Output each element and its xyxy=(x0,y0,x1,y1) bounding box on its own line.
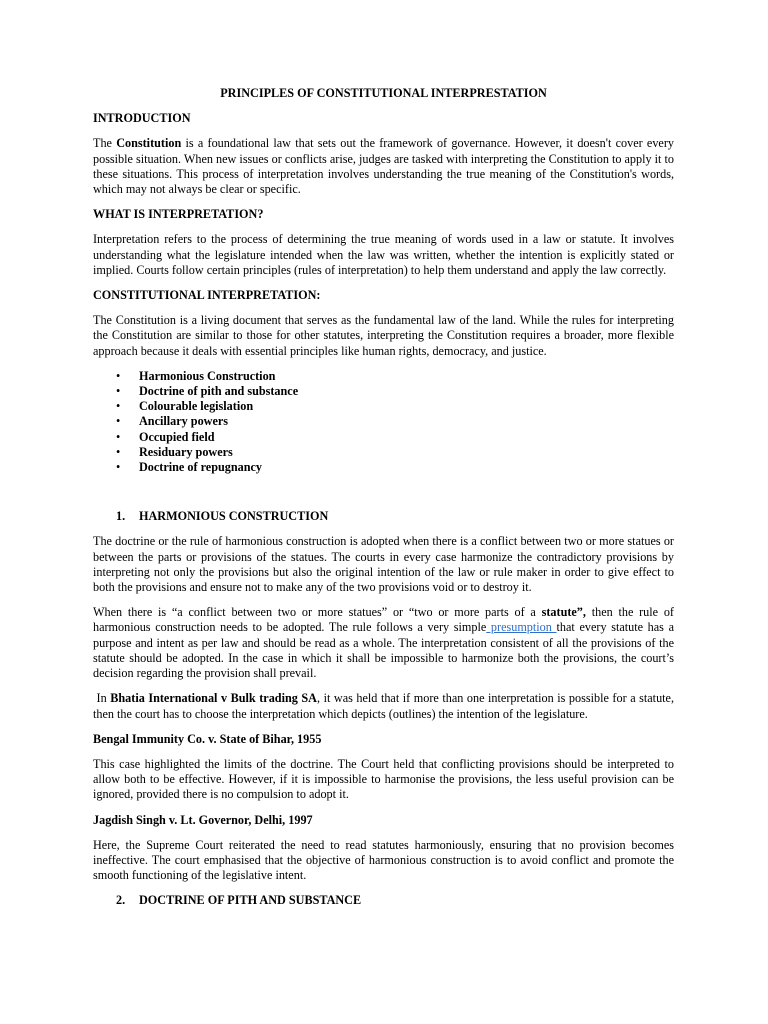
list-item: • Residuary powers xyxy=(139,445,674,460)
section-title: DOCTRINE OF PITH AND SUBSTANCE xyxy=(139,893,362,908)
what-is-interpretation-heading: WHAT IS INTERPRETATION? xyxy=(93,207,264,222)
harmonious-paragraph-2 xyxy=(93,605,674,681)
presumption-link[interactable]: presumption xyxy=(486,620,557,635)
bold-term: statute”, xyxy=(541,605,586,620)
pith-and-substance-heading xyxy=(93,893,674,908)
list-item: • Doctrine of pith and substance xyxy=(139,384,674,399)
case-name: Bhatia International v Bulk trading SA xyxy=(110,691,317,706)
introduction-paragraph xyxy=(93,136,674,197)
list-item: • Colourable legislation xyxy=(139,399,674,414)
case-heading-bengal-immunity: Bengal Immunity Co. v. State of Bihar, 1955 xyxy=(93,731,322,746)
constitutional-interpretation-paragraph: The Constitution is a living document that serves as the fundamental law of the land. While the rules for interpreting the Constitution are similar to those for other statutes, interpreting the Constitution requires a broader, more flexible approach because it deals with essential principles like human rights, democracy, and justice. xyxy=(93,313,674,358)
section-number: 2. xyxy=(116,893,126,908)
text-run: , it was held that if more than one interpretation is possible for a statute, then the court has to choose the interpretation which depicts (outlines) the intention of the legislature. xyxy=(93,691,675,721)
principles-list xyxy=(93,369,674,475)
what-is-interpretation-paragraph: Interpretation refers to the process of determining the true meaning of words used in a law or statute. It involves understanding what the legislature intended when the law was written, whether the intention is explicitly stated or implied. Courts follow certain principles (rules of interpretation) to help them understand and apply the law correctly. xyxy=(93,232,674,277)
text-run: When there is “a conflict between two or more statues” or “two or more parts of a xyxy=(93,605,542,620)
document-title: PRINCIPLES OF CONSTITUTIONAL INTERPRESTATION xyxy=(220,86,547,100)
introduction-heading: INTRODUCTION xyxy=(93,111,191,126)
list-item: • Harmonious Construction xyxy=(139,369,674,384)
section-title: HARMONIOUS CONSTRUCTION xyxy=(139,509,329,524)
constitutional-interpretation-heading: CONSTITUTIONAL INTERPRETATION: xyxy=(93,288,321,303)
harmonious-construction-heading xyxy=(93,509,674,524)
text-run: that every statute has a purpose and intent as per law and should be read as a whole. The interpretation consistent of all the provisions of the statute should be adopted. In the case in which it shall be impossible to harmonize both the provisions, the court’s decision regarding the provision shall prevail. xyxy=(93,620,674,681)
list-item: • Occupied field xyxy=(139,430,674,445)
list-item: • Doctrine of repugnancy xyxy=(139,460,674,475)
spacer xyxy=(93,485,674,509)
text-run: then the rule of harmonious construction needs to be adopted. The rule follows a very simple xyxy=(93,605,674,635)
text-run: is a foundational law that sets out the framework of governance. However, it doesn't cover every possible situation. When new issues or conflicts arise, judges are tasked with interpreting the Constitution to apply it to these situations. This process of interpretation involves understanding the true meaning of the Constitution's words, which may not always be clear or specific. xyxy=(93,136,674,197)
text-run: The xyxy=(93,136,117,151)
case-paragraph-bengal-immunity: This case highlighted the limits of the doctrine. The Court held that conflicting provisions should be interpreted to allow both to be effective. However, if it is impossible to harmonise the provisions, the less useful provision can be ignored, provided there is no compulsion to adopt it. xyxy=(93,756,674,802)
text-run: In xyxy=(93,691,111,706)
list-item: • Ancillary powers xyxy=(139,414,674,429)
section-number: 1. xyxy=(116,509,126,524)
harmonious-paragraph-1: The doctrine or the rule of harmonious construction is adopted when there is a conflict between two or more statues or between the parts or provisions of the statues. The courts in every case harmonize the contradictory provisions by interpreting not only the provisions but also the original intention of the law or rule maker in order to give effect to both the provisions and ensure not to make any of the two provisions void or to destroy it. xyxy=(93,534,674,595)
case-paragraph-jagdish-singh: Here, the Supreme Court reiterated the need to read statutes harmoniously, ensuring that no provision becomes ineffective. The court emphasised that the objective of harmonious construction is to avoid conflict and promote the smooth functioning of the legislative intent. xyxy=(93,837,674,883)
harmonious-paragraph-3 xyxy=(93,691,674,721)
case-heading-jagdish-singh: Jagdish Singh v. Lt. Governor, Delhi, 1997 xyxy=(93,812,313,827)
bold-term: Constitution xyxy=(116,136,182,151)
